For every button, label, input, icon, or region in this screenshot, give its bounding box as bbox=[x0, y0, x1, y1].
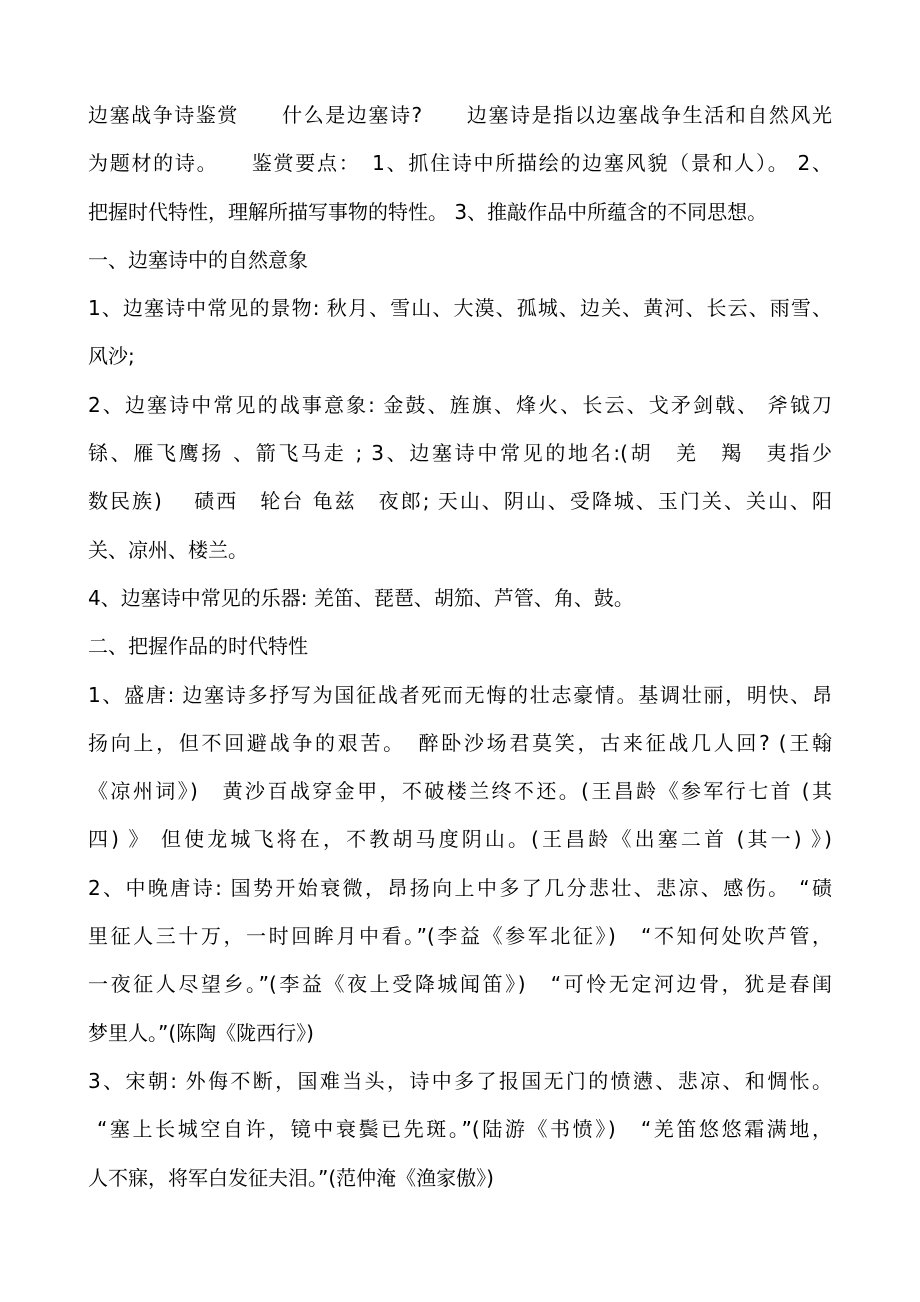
text-line: 二、把握作品的时代特性 bbox=[88, 634, 308, 659]
text-line: 把握时代特性，理解所描写事物的特性。 3、推敲作品中所蕴含的不同思想。 bbox=[88, 199, 768, 224]
text-line: 1、边塞诗中常见的景物: 秋月、雪山、大漠、孤城、边关、黄河、长云、雨雪、 bbox=[88, 296, 832, 321]
text-line: 风沙; bbox=[88, 344, 135, 369]
text-line: 4、边塞诗中常见的乐器: 羌笛、琵琶、胡笳、芦管、角、鼓。 bbox=[88, 585, 634, 610]
text-line: 四) 》 但使龙城飞将在，不教胡马度阴山。(王昌龄《出塞二首 (其一) 》) bbox=[88, 827, 832, 852]
document-body bbox=[88, 98, 832, 1209]
text-line: 为题材的诗。 鉴赏要点： 1、抓住诗中所描绘的边塞风貌（景和人）。 2、 bbox=[88, 151, 832, 176]
text-line: 一夜征人尽望乡。”(李益《夜上受降城闻笛》) “可怜无定河边骨，犹是春闺 bbox=[88, 972, 832, 997]
text-line: 2、中晚唐诗: 国势开始衰微，昂扬向上中多了几分悲壮、悲凉、感伤。 “碛 bbox=[88, 875, 832, 900]
text-line: 铩、雁飞鹰扬 、箭飞马走 ; 3、边塞诗中常见的地名:(胡 羌 羯 夷指少 bbox=[88, 441, 832, 466]
text-line: 梦里人。”(陈陶《陇西行》) bbox=[88, 1020, 314, 1045]
text-line: 《凉州词》) 黄沙百战穿金甲，不破楼兰终不还。(王昌龄《参军行七首 (其 bbox=[88, 779, 832, 804]
text-line: 3、宋朝: 外侮不断，国难当头，诗中多了报国无门的愤懑、悲凉、和惆怅。 bbox=[88, 1068, 832, 1093]
text-line: 关、凉州、楼兰。 bbox=[88, 537, 248, 562]
text-line: 1、盛唐: 边塞诗多抒写为国征战者死而无悔的壮志豪情。基调壮丽，明快、昂 bbox=[88, 682, 832, 707]
text-line: 人不寐，将军白发征夫泪。”(范仲淹《渔家傲》) bbox=[88, 1165, 494, 1190]
text-line: 扬向上，但不回避战争的艰苦。 醉卧沙场君莫笑，古来征战几人回? (王翰 bbox=[88, 730, 832, 755]
text-line: 2、边塞诗中常见的战事意象: 金鼓、旌旗、烽火、长云、戈矛剑戟、 斧钺刀 bbox=[88, 392, 832, 417]
text-line: “塞上长城空自许，镜中衰鬓已先斑。”(陆游《书愤》) “羌笛悠悠霜满地， bbox=[88, 1117, 832, 1142]
text-line: 里征人三十万，一时回眸月中看。”(李益《参军北征》) “不知何处吹芦管， bbox=[88, 924, 832, 949]
text-line: 边塞战争诗鉴赏 什么是边塞诗? 边塞诗是指以边塞战争生活和自然风光 bbox=[88, 103, 832, 127]
text-line: 数民族) 碛西 轮台 龟兹 夜郎; 天山、阴山、受降城、玉门关、关山、阳 bbox=[88, 489, 832, 514]
text-line: 一、边塞诗中的自然意象 bbox=[88, 247, 308, 272]
